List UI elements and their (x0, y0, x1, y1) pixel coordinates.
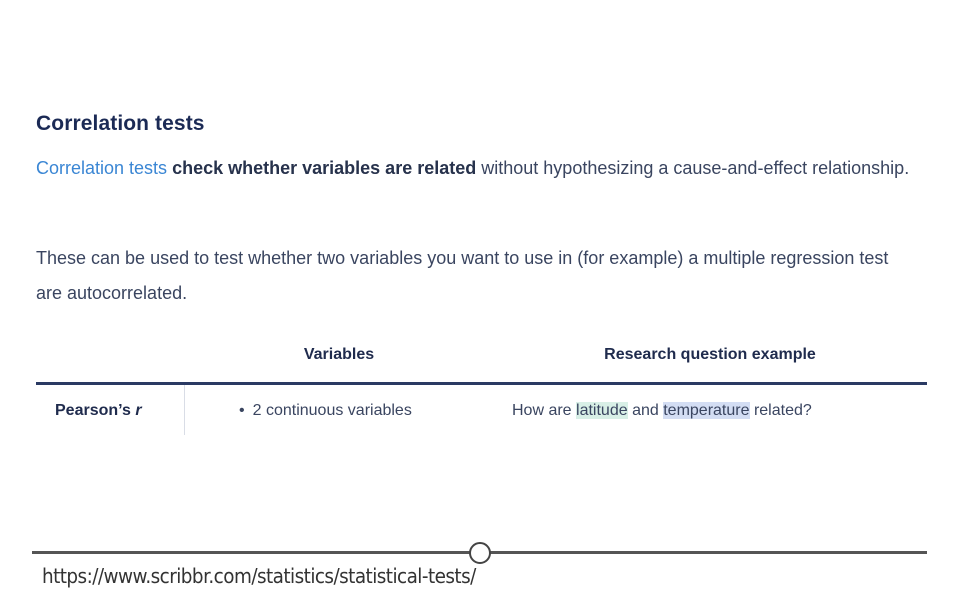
rq-after: related? (753, 402, 812, 419)
intro-rest-text: without hypothesizing a cause-and-effect relationship. (481, 158, 910, 178)
rq-before: How are (512, 402, 572, 419)
intro-bold-text: check whether variables are related (172, 158, 477, 178)
correlation-tests-link[interactable]: Correlation tests (36, 158, 168, 178)
table-row (36, 385, 927, 435)
usage-paragraph: These can be used to test whether two variables you want to use in (for example) a multiple regression test are autocorrelated. (36, 248, 889, 303)
test-name: Pearson’s (55, 402, 131, 419)
rq-middle: and (632, 402, 659, 419)
row-label-pearson (36, 385, 185, 435)
research-question-cell (512, 402, 812, 420)
highlight-latitude: latitude (576, 402, 628, 419)
table-header (36, 338, 927, 385)
variables-cell (239, 402, 412, 420)
bullet-icon: • (239, 402, 245, 419)
scrub-knob-icon[interactable] (469, 542, 491, 564)
tests-table (36, 338, 927, 435)
test-symbol: r (135, 402, 142, 419)
source-url: https://www.scribbr.com/statistics/statistical-tests/ (42, 564, 476, 588)
header-research-question: Research question example (604, 346, 816, 363)
intro-paragraph (36, 151, 916, 186)
highlight-temperature: temperature (663, 402, 750, 419)
header-variables: Variables (303, 346, 375, 363)
variables-text: 2 continuous variables (252, 402, 412, 419)
section-heading: Correlation tests (36, 112, 205, 135)
